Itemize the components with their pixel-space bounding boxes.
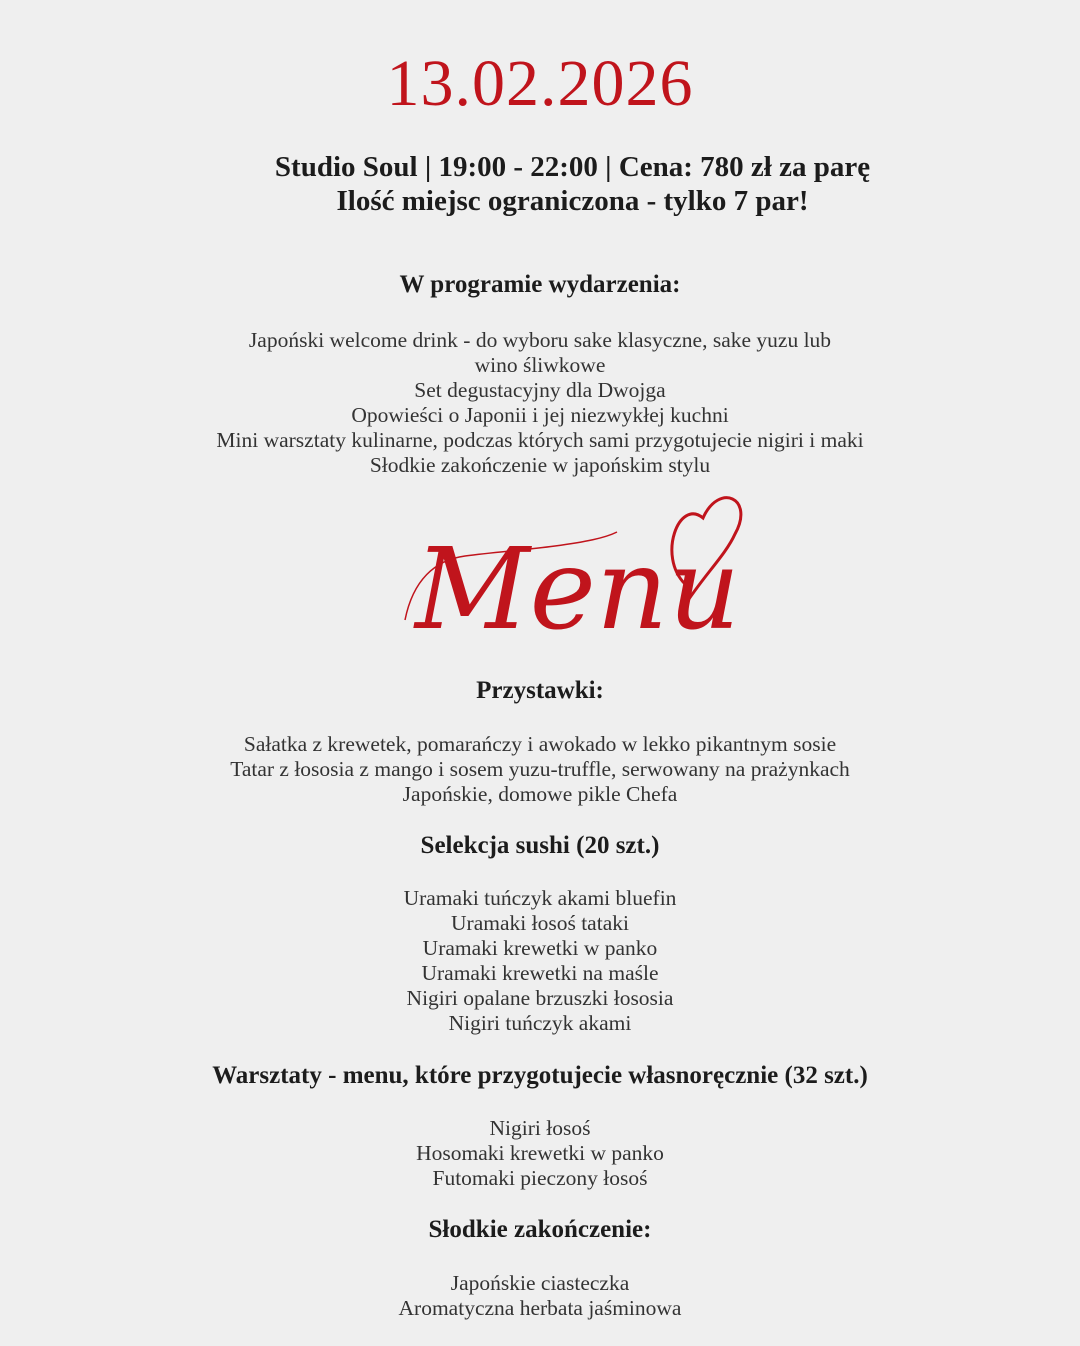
list-item: Tatar z łososia z mango i sosem yuzu-truffle, serwowany na prażynkach: [230, 757, 850, 781]
list-item: Słodkie zakończenie w japońskim stylu: [369, 453, 711, 477]
list-item: Sałatka z krewetek, pomarańczy i awokado w lekko pikantnym sosie: [243, 732, 837, 756]
list-item: wino śliwkowe: [474, 353, 606, 377]
list-item: Uramaki łosoś tataki: [451, 911, 629, 935]
workshop-list: [0, 1116, 1080, 1191]
list-item: Mini warsztaty kulinarne, podczas których sami przygotujecie nigiri i maki: [216, 428, 864, 452]
workshop-title: Warsztaty - menu, które przygotujecie własnoręcznie (32 szt.): [212, 1062, 868, 1089]
sushi-list: [0, 886, 1080, 1036]
list-item: Futomaki pieczony łosoś: [432, 1166, 648, 1190]
list-item: Nigiri łosoś: [489, 1116, 591, 1140]
event-date: 13.02.2026: [386, 47, 694, 120]
program-list: [0, 328, 1080, 478]
event-seats-line: Ilość miejsc ograniczona - tylko 7 par!: [336, 185, 809, 217]
list-item: Hosomaki krewetki w panko: [416, 1141, 664, 1165]
list-item: Opowieści o Japonii i jej niezwykłej kuchni: [351, 403, 729, 427]
list-item: Uramaki krewetki w panko: [422, 936, 658, 960]
menu-script-logo: [395, 480, 755, 655]
sushi-title: Selekcja sushi (20 szt.): [420, 832, 660, 859]
list-item: Set degustacyjny dla Dwojga: [414, 378, 666, 402]
event-info-line: Studio Soul | 19:00 - 22:00 | Cena: 780 zł za parę: [274, 151, 871, 183]
list-item: Uramaki krewetki na maśle: [421, 961, 659, 985]
list-item: Aromatyczna herbata jaśminowa: [398, 1296, 682, 1320]
list-item: Nigiri tuńczyk akami: [448, 1011, 632, 1035]
list-item: Japońskie ciasteczka: [450, 1271, 630, 1295]
appetizers-title: Przystawki:: [476, 677, 604, 704]
appetizers-list: [0, 732, 1080, 807]
list-item: Japońskie, domowe pikle Chefa: [402, 782, 678, 806]
list-item: Japoński welcome drink - do wyboru sake klasyczne, sake yuzu lub: [248, 328, 832, 352]
list-item: Uramaki tuńczyk akami bluefin: [403, 886, 677, 910]
dessert-list: [0, 1271, 1080, 1321]
menu-script-text: Menu: [415, 525, 741, 655]
dessert-title: Słodkie zakończenie:: [428, 1216, 652, 1243]
list-item: Nigiri opalane brzuszki łososia: [406, 986, 674, 1010]
program-title: W programie wydarzenia:: [399, 271, 681, 298]
